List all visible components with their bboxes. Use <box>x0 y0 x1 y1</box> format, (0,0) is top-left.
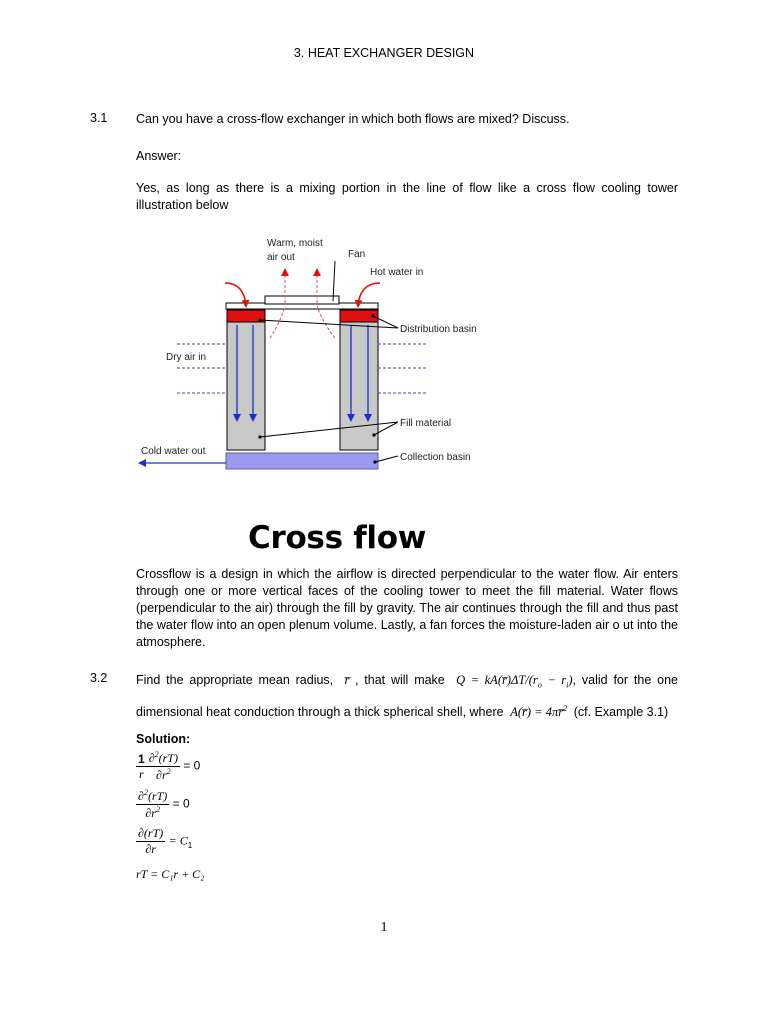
label-warm-moist: Warm, moist <box>267 238 323 249</box>
label-air-out: air out <box>267 252 295 263</box>
eq4-text: rT = C₁r + C₂ <box>136 867 205 881</box>
q2-part-c: , valid for the one dimensional heat conduction through a thick spherical shell, where <box>136 673 678 719</box>
eq1-rhs: = 0 <box>183 758 201 773</box>
question-number-3-1: 3.1 <box>90 111 108 125</box>
equation-4 <box>136 867 204 882</box>
fan-housing <box>265 296 339 304</box>
question-3-2-text: Find the appropriate mean radius, r̅ , that will make $Q = kA(r̅)\Delta T/(r_o - r_i)$, valid for the one dimensional heat conduction through a thick spherical shell, where A(r̅) = 4πr̅$^2$ (cf. Example 3.1) <box>136 673 678 719</box>
figure-caption: Cross flow <box>248 520 427 556</box>
label-hot-water-in: Hot water in <box>370 267 424 278</box>
label-distribution-basin: Distribution basin <box>400 324 477 335</box>
answer-text: Yes, as long as there is a mixing portion in the line of flow like a cross flow cooling tower illustration below <box>136 181 678 212</box>
question-3-1-text: Can you have a cross-flow exchanger in which both flows are mixed? Discuss. <box>136 112 570 126</box>
fill-left <box>227 310 265 450</box>
page-title: 3. HEAT EXCHANGER DESIGN <box>293 46 475 60</box>
eq3-rhs: = C <box>168 833 188 848</box>
q2-part-b: , that will make <box>354 673 445 687</box>
collection-basin <box>226 453 378 469</box>
label-fan: Fan <box>348 249 366 260</box>
cross-flow-cooling-tower-figure <box>130 228 480 478</box>
label-cold-water-out: Cold water out <box>141 446 206 457</box>
label-dry-air-in: Dry air in <box>166 352 207 363</box>
equation-3: $\frac{\partial(rT)}{\partial r}$ = $C_1$ <box>138 826 193 856</box>
eq2-rhs: = 0 <box>172 796 190 811</box>
q2-part-a: Find the appropriate mean radius, <box>136 673 334 687</box>
solution-label: Solution: <box>136 732 191 746</box>
question-number-3-2: 3.2 <box>90 671 108 685</box>
crossflow-paragraph: Crossflow is a design in which the airflow is directed perpendicular to the water flow. Air enters through one or more vertical faces of the cooling tower to meet the fill material. Water flows (perpendicular to the air) through the fill by gravity. The air continues through the fill and thus past the water flow into an open plenum volume. Lastly, a fan forces the moisture-laden air o ut into the atmosphere. <box>136 567 678 649</box>
label-fill-material: Fill material <box>400 418 452 429</box>
fill-right <box>340 310 378 450</box>
equation-2: $\frac{\partial^2(rT)}{\partial r^2}$ = 0 <box>138 788 190 820</box>
equation-1: $\frac{1}{r}$ $\frac{\partial^2(rT)}{\partial r^2}$ = 0 <box>138 750 201 782</box>
label-collection-basin: Collection basin <box>400 452 471 463</box>
q2-part-d: (cf. Example 3.1) <box>573 704 669 719</box>
page-number: 1 <box>380 920 388 935</box>
answer-label: Answer: <box>136 149 182 163</box>
